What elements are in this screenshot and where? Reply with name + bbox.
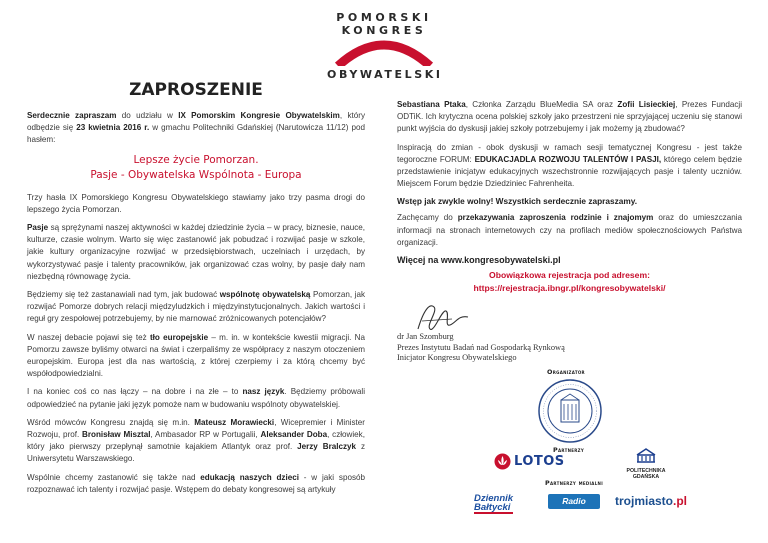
radio-gdansk-logo: Radio Gdańsk [548, 494, 600, 509]
signer-role: Prezes Instytutu Badań nad Gospodarką Rynkową [397, 342, 565, 352]
speaker-2: Bronisław Misztal [82, 430, 151, 440]
wspolnota-paragraph [27, 289, 365, 326]
pg-building-icon [635, 447, 657, 463]
pasje-paragraph [27, 222, 365, 283]
tm-name: trojmiasto [615, 494, 674, 508]
pasje-text: są sprężynami naszej aktywności w każdej dziedzinie życia – w pracy, biznesie, nauce, kulturze, czasie wolnym. Warto się więc zastanowić jak pobudzać i rozwijać pasje w szkole, jakie kultury organizacyjne rozwijać w przedsiębiorstwach, uczelniach i urzędach, by wykorzystywać pasje i talenty pracowników, jak organizować czas wolny, by pasje dały nam niezbędną równowagę życia. [27, 223, 365, 281]
europa-paragraph [27, 332, 365, 381]
intro-text-3: w gmachu Politechniki Gdańskiej (Narutowicza 11/12) pod hasłem: [27, 123, 366, 145]
pasje-bold: Pasje [27, 223, 49, 233]
speakers-text-3: , Ambasador RP w Portugalii, [150, 430, 261, 440]
share-paragraph [397, 212, 742, 249]
registration-link[interactable]: https://rejestracja.ibngr.pl/kongresobywatelski/ [473, 282, 666, 293]
author-1: Sebastiana Ptaka [397, 100, 466, 109]
ibngr-seal-logo [537, 378, 603, 444]
intro-text-1: do udziału w [116, 111, 179, 120]
politechnika-gdanska-logo [620, 447, 672, 480]
wspolnota-bold: wspólnotę obywatelską [219, 290, 311, 300]
speakers-text-4: , człowiek, który jako pierwszy przepłynął samotnie kajakiem Atlantyk oraz prof. [27, 430, 365, 452]
share-text-2: oraz do umieszczania informacji na stronach internetowych czy na profilach mediów społecznościowych Państwa organizacji. [397, 213, 743, 247]
logo-line-3: OBYWATELSKI [327, 68, 443, 81]
authors-text-1: , Członka Zarządu BlueMedia SA oraz [465, 100, 618, 109]
education-paragraph [27, 472, 365, 496]
europa-text-2: – m. in. w kontekście kwestii migracji. Na Pomorzu zawsze byliśmy otwarci na świat i czerpaliśmy ze współpracy z naszym otoczeniem europejskim. Europa jest dla nas wartością, z której czerpiemy i za którą chcemy być współodpowiedzialni. [27, 332, 365, 379]
media-partners-label: Partnerzy medialni [545, 479, 603, 487]
organizer-label: Organizator [547, 368, 585, 376]
signer-role-2: Inicjator Kongresu Obywatelskiego [397, 353, 517, 362]
website-link[interactable]: Więcej na www.kongresobywatelski.pl [397, 255, 561, 266]
pg-line-2: GDAŃSKA [632, 474, 660, 480]
forum-bold: EDUKACJADLA ROZWOJU TALENTÓW I PASJI, [474, 154, 662, 164]
jezyk-text-1: I na koniec coś co nas łączy – na dobre i na złe – to [27, 387, 243, 397]
motto-line-2: Pasje - Obywatelska Wspólnota - Europa [90, 168, 302, 181]
registration-label: Obowiązkowa rejestracja pod adresem: [489, 270, 650, 281]
intro-bold-1: Serdecznie zapraszam [27, 111, 117, 120]
lotos-logo [494, 453, 565, 470]
speaker-1: Mateusz Morawiecki [194, 417, 275, 427]
speaker-3: Aleksander Doba [260, 430, 328, 440]
dz-line-2: Bałtycki [474, 503, 513, 514]
lotos-flower-icon [494, 453, 511, 470]
speakers-paragraph [27, 417, 365, 466]
lotos-name: LOTOS [514, 454, 565, 469]
trojmiasto-logo [615, 494, 687, 508]
page-title: ZAPROSZENIE [129, 80, 263, 100]
education-text-2: - w jaki sposób rozpoznawać ich talenty i rozwijać pasje. Wstępem do debaty kongresowej są artykuły [27, 472, 366, 494]
speakers-text-1: Wśród mówców Kongresu znajdą się m.in. [27, 417, 195, 427]
wspolnota-text-2: Pomorzan, jak rozwijać Pomorze dobrych relacji międzyludzkich i międzyinstytucjonalnych. Jakich wartości i reguł gry zespołowej potrzebujemy, by nie marnować zróżnicowanych potencjałów? [27, 290, 366, 324]
left-column [27, 80, 365, 502]
logo-arc-icon [334, 36, 434, 66]
share-text-1: Zachęcamy do [397, 213, 458, 223]
dz-line-1: Dziennik [474, 493, 514, 504]
forum-text-1: Inspiracją do zmian - obok dyskusji w ramach sesji tematycznej Kongresu - jest także tegoroczne FORUM: [397, 142, 742, 164]
wspolnota-text-1: Będziemy się też zastanawiali nad tym, jak budować [27, 290, 220, 300]
europa-text-1: W naszej debacie pojawi się też [27, 332, 150, 342]
jezyk-bold: nasz język [242, 387, 285, 397]
authors-text-2: , Prezes Fundacji ODTiK. Ich krytyczna ocena polskiej szkoły jako przestrzeni nie sprzyjającej uczeniu się stanowi punkt wyjścia do dyskusji jakiej szkoły potrzebujemy i jak możemy ją zbudować? [397, 100, 743, 134]
intro-text-2: , który odbędzie się [27, 111, 365, 133]
motto-line-1: Lepsze życie Pomorzan. [133, 153, 259, 166]
intro-bold-2: IX Pomorskim Kongresie Obywatelskim [178, 111, 340, 120]
dziennik-baltycki-logo [474, 494, 513, 514]
registration-block [397, 269, 742, 294]
intro-paragraph [27, 110, 365, 147]
signer-name: dr Jan Szomburg [397, 332, 454, 341]
speakers-text-2: , Wicepremier i Minister Rozwoju, prof. [27, 417, 365, 440]
partners-label: Partnerzy [553, 446, 585, 454]
share-bold: przekazywania zaproszenia rodzinie i znajomym [457, 213, 654, 223]
right-column [397, 99, 742, 294]
three-themes-paragraph: Trzy hasła IX Pomorskiego Kongresu Obywatelskiego stawiamy jako trzy pasma drogi do lepszego życia Pomorzan. [27, 192, 365, 214]
authors-paragraph [397, 99, 742, 136]
author-2: Zofii Lisieckiej [617, 100, 676, 109]
education-text-1: Wspólnie chcemy zastanowić się także nad [27, 472, 201, 482]
logo-line-2: KONGRES [341, 24, 427, 37]
jezyk-paragraph [27, 386, 365, 410]
speakers-text-5: z Uniwersytetu Warszawskiego. [27, 442, 365, 464]
free-entry-line: Wstęp jak zwykle wolny! Wszystkich serdecznie zapraszamy. [397, 196, 638, 207]
forum-paragraph [397, 142, 742, 191]
forum-text-2: którego celem będzie przedstawienie inicjatyw edukacyjnych wszechstronnie rozwijających pasje i talenty uczniów. Miejscem Forum będzie Dziedziniec Fahrenheita. [397, 154, 743, 189]
intro-date: 23 kwietnia 2016 r. [76, 123, 150, 133]
speaker-4: Jerzy Bralczyk [297, 442, 357, 452]
jezyk-text-2: . Będziemy próbowali odpowiedzieć na pytanie jaki język pomoże nam w budowaniu wspólnoty obywatelskiej. [27, 387, 365, 409]
motto [27, 153, 365, 183]
congress-logo [327, 12, 441, 82]
logo-line-1: POMORSKI [336, 11, 432, 24]
pg-line-1: POLITECHNIKA [626, 468, 666, 474]
tm-suffix: .pl [673, 494, 688, 508]
signer-block [397, 332, 565, 364]
europa-bold: tło europejskie [149, 332, 209, 342]
education-bold: edukacją naszych dzieci [200, 472, 299, 482]
